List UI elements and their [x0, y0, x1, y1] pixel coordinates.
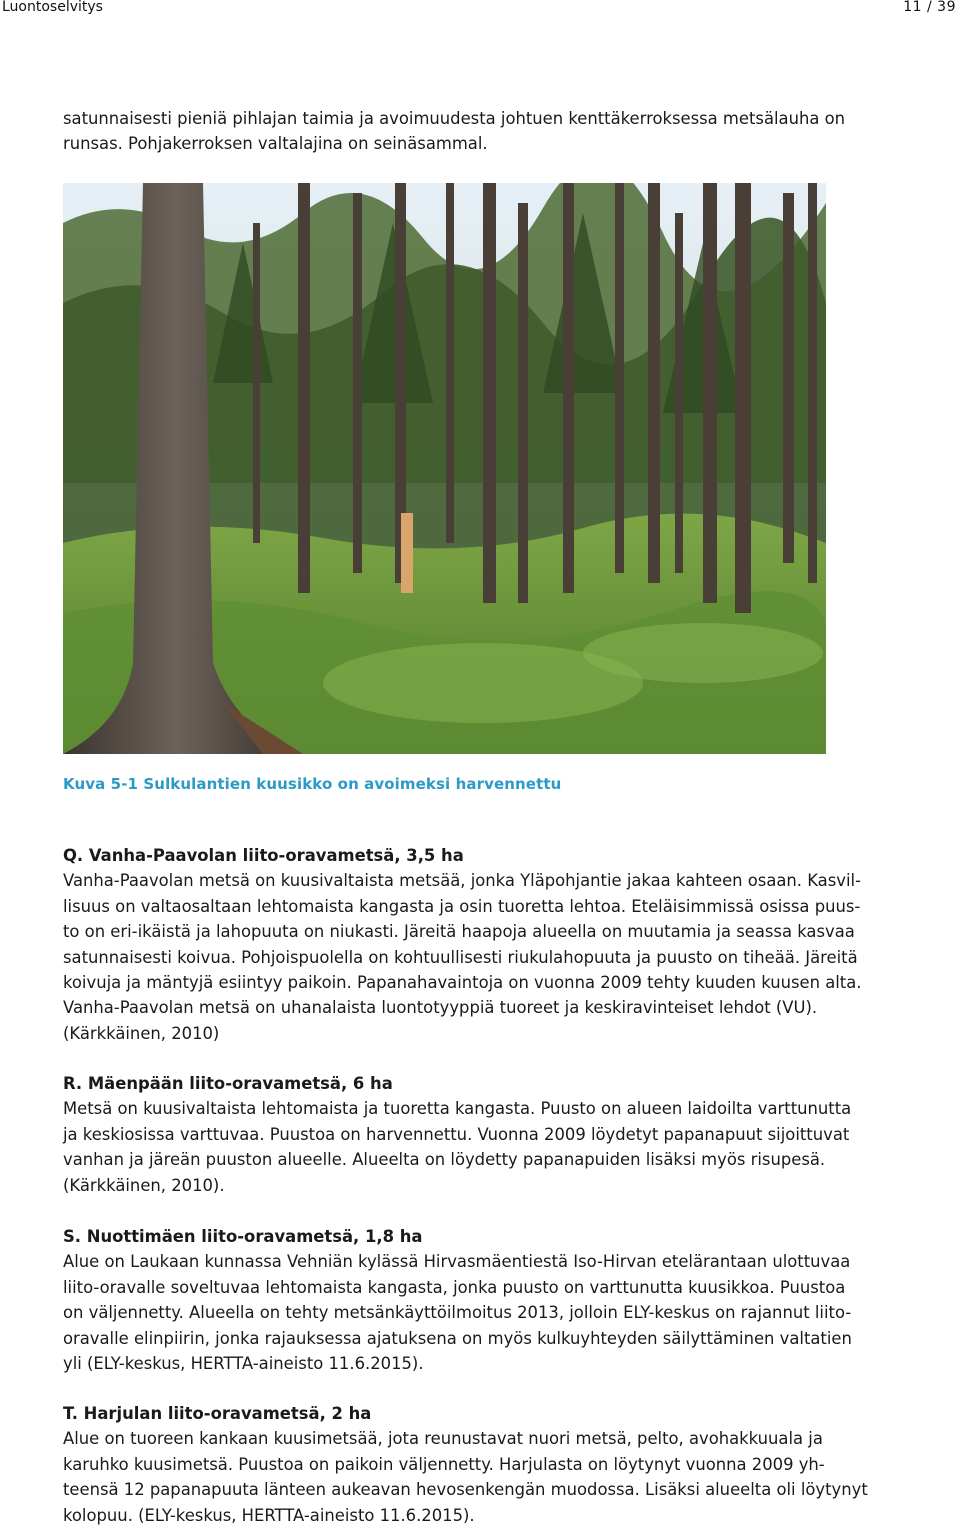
figure-caption: Kuva 5-1 Sulkulantien kuusikko on avoimeksi harvennettu [63, 775, 562, 793]
page-number: 11 / 39 [903, 0, 956, 15]
body-line: Alue on tuoreen kankaan kuusimetsää, jota reunustavat nuori metsä, pelto, avohakkuuala ja [63, 1429, 823, 1449]
body-line: karuhko kuusimetsä. Puustoa on paikoin väljennetty. Harjulasta on löytynyt vuonna 2009 yh- [63, 1454, 825, 1474]
body-line: to on eri-ikäistä ja lahopuuta on niukasti. Järeitä haapoja alueella on muutamia ja seassa kasvaa [63, 922, 855, 942]
spruce-forest-illustration [63, 183, 826, 754]
section-heading: T. Harjulan liito-oravametsä, 2 ha [63, 1404, 372, 1423]
body-line: ja keskiosissa varttuvaa. Puustoa on harvennettu. Vuonna 2009 löydetyt papanapuut sijoittuvat [63, 1124, 850, 1144]
body-line: teensä 12 papanapuuta länteen aukeavan hevosenkengän muodossa. Lisäksi alueelta oli löytynyt [63, 1480, 868, 1500]
body-line: Vanha-Paavolan metsä on uhanalaista luontotyyppiä tuoreet ja keskiravinteiset lehdot (VU). [63, 998, 818, 1018]
body-line: Metsä on kuusivaltaista lehtomaista ja tuoretta kangasta. Puusto on alueen laidoilta varttunutta [63, 1099, 852, 1119]
body-line: lisuus on valtaosaltaan lehtomaista kangasta ja osin tuoretta lehtoa. Eteläisimmissä osissa puus- [63, 896, 861, 916]
intro-line: satunnaisesti pieniä pihlajan taimia ja avoimuudesta johtuen kenttäkerroksessa metsälauha on [63, 109, 846, 128]
section-heading: Q. Vanha-Paavolan liito-oravametsä, 3,5 ha [63, 846, 464, 865]
body-line: Alue on Laukaan kunnassa Vehniän kylässä Hirvasmäentiestä Iso-Hirvan etelärantaan ulottuvaa [63, 1252, 851, 1272]
section-heading: S. Nuottimäen liito-oravametsä, 1,8 ha [63, 1227, 423, 1246]
intro-paragraph [63, 106, 943, 157]
section-s [63, 1224, 943, 1376]
forest-photo [63, 183, 826, 754]
body-line: kolopuu. (ELY-keskus, HERTTA-aineisto 11.6.2015). [63, 1505, 475, 1525]
body-line: vanhan ja järeän puuston alueelle. Alueelta on löydetty papanapuiden lisäksi myös risupesä. [63, 1150, 826, 1170]
body-line: liito-oravalle soveltuvaa lehtomaista kangasta, jonka puusto on varttunutta kuusikkoa. Puustoa [63, 1277, 846, 1297]
section-heading: R. Mäenpään liito-oravametsä, 6 ha [63, 1074, 393, 1093]
body-line: koivuja ja mäntyjä esiintyy paikoin. Papanahavaintoja on vuonna 2009 tehty kuuden kuusen alta. [63, 973, 862, 993]
section-t [63, 1401, 943, 1528]
section-r [63, 1071, 943, 1198]
body-line: on väljennetty. Alueella on tehty metsänkäyttöilmoitus 2013, jolloin ELY-keskus on rajannut liito- [63, 1303, 852, 1323]
body-line: (Kärkkäinen, 2010). [63, 1175, 225, 1195]
document-title: Luontoselvitys [2, 0, 103, 15]
body-line: (Kärkkäinen, 2010) [63, 1023, 220, 1043]
body-line: Vanha-Paavolan metsä on kuusivaltaista metsää, jonka Yläpohjantie jakaa kahteen osaan. Kasvil- [63, 871, 861, 891]
body-line: yli (ELY-keskus, HERTTA-aineisto 11.6.2015). [63, 1354, 424, 1374]
section-q [63, 843, 943, 1046]
body-line: satunnaisesti koivua. Pohjoispuolella on kohtuullisesti riukulahopuuta ja puusto on tiheää. Järeitä [63, 947, 858, 967]
body-line: oravalle elinpiirin, jonka rajauksessa ajatuksena on myös kulkuyhteyden säilyttäminen valtatien [63, 1328, 852, 1348]
intro-line: runsas. Pohjakerroksen valtalajina on seinäsammal. [63, 134, 488, 154]
